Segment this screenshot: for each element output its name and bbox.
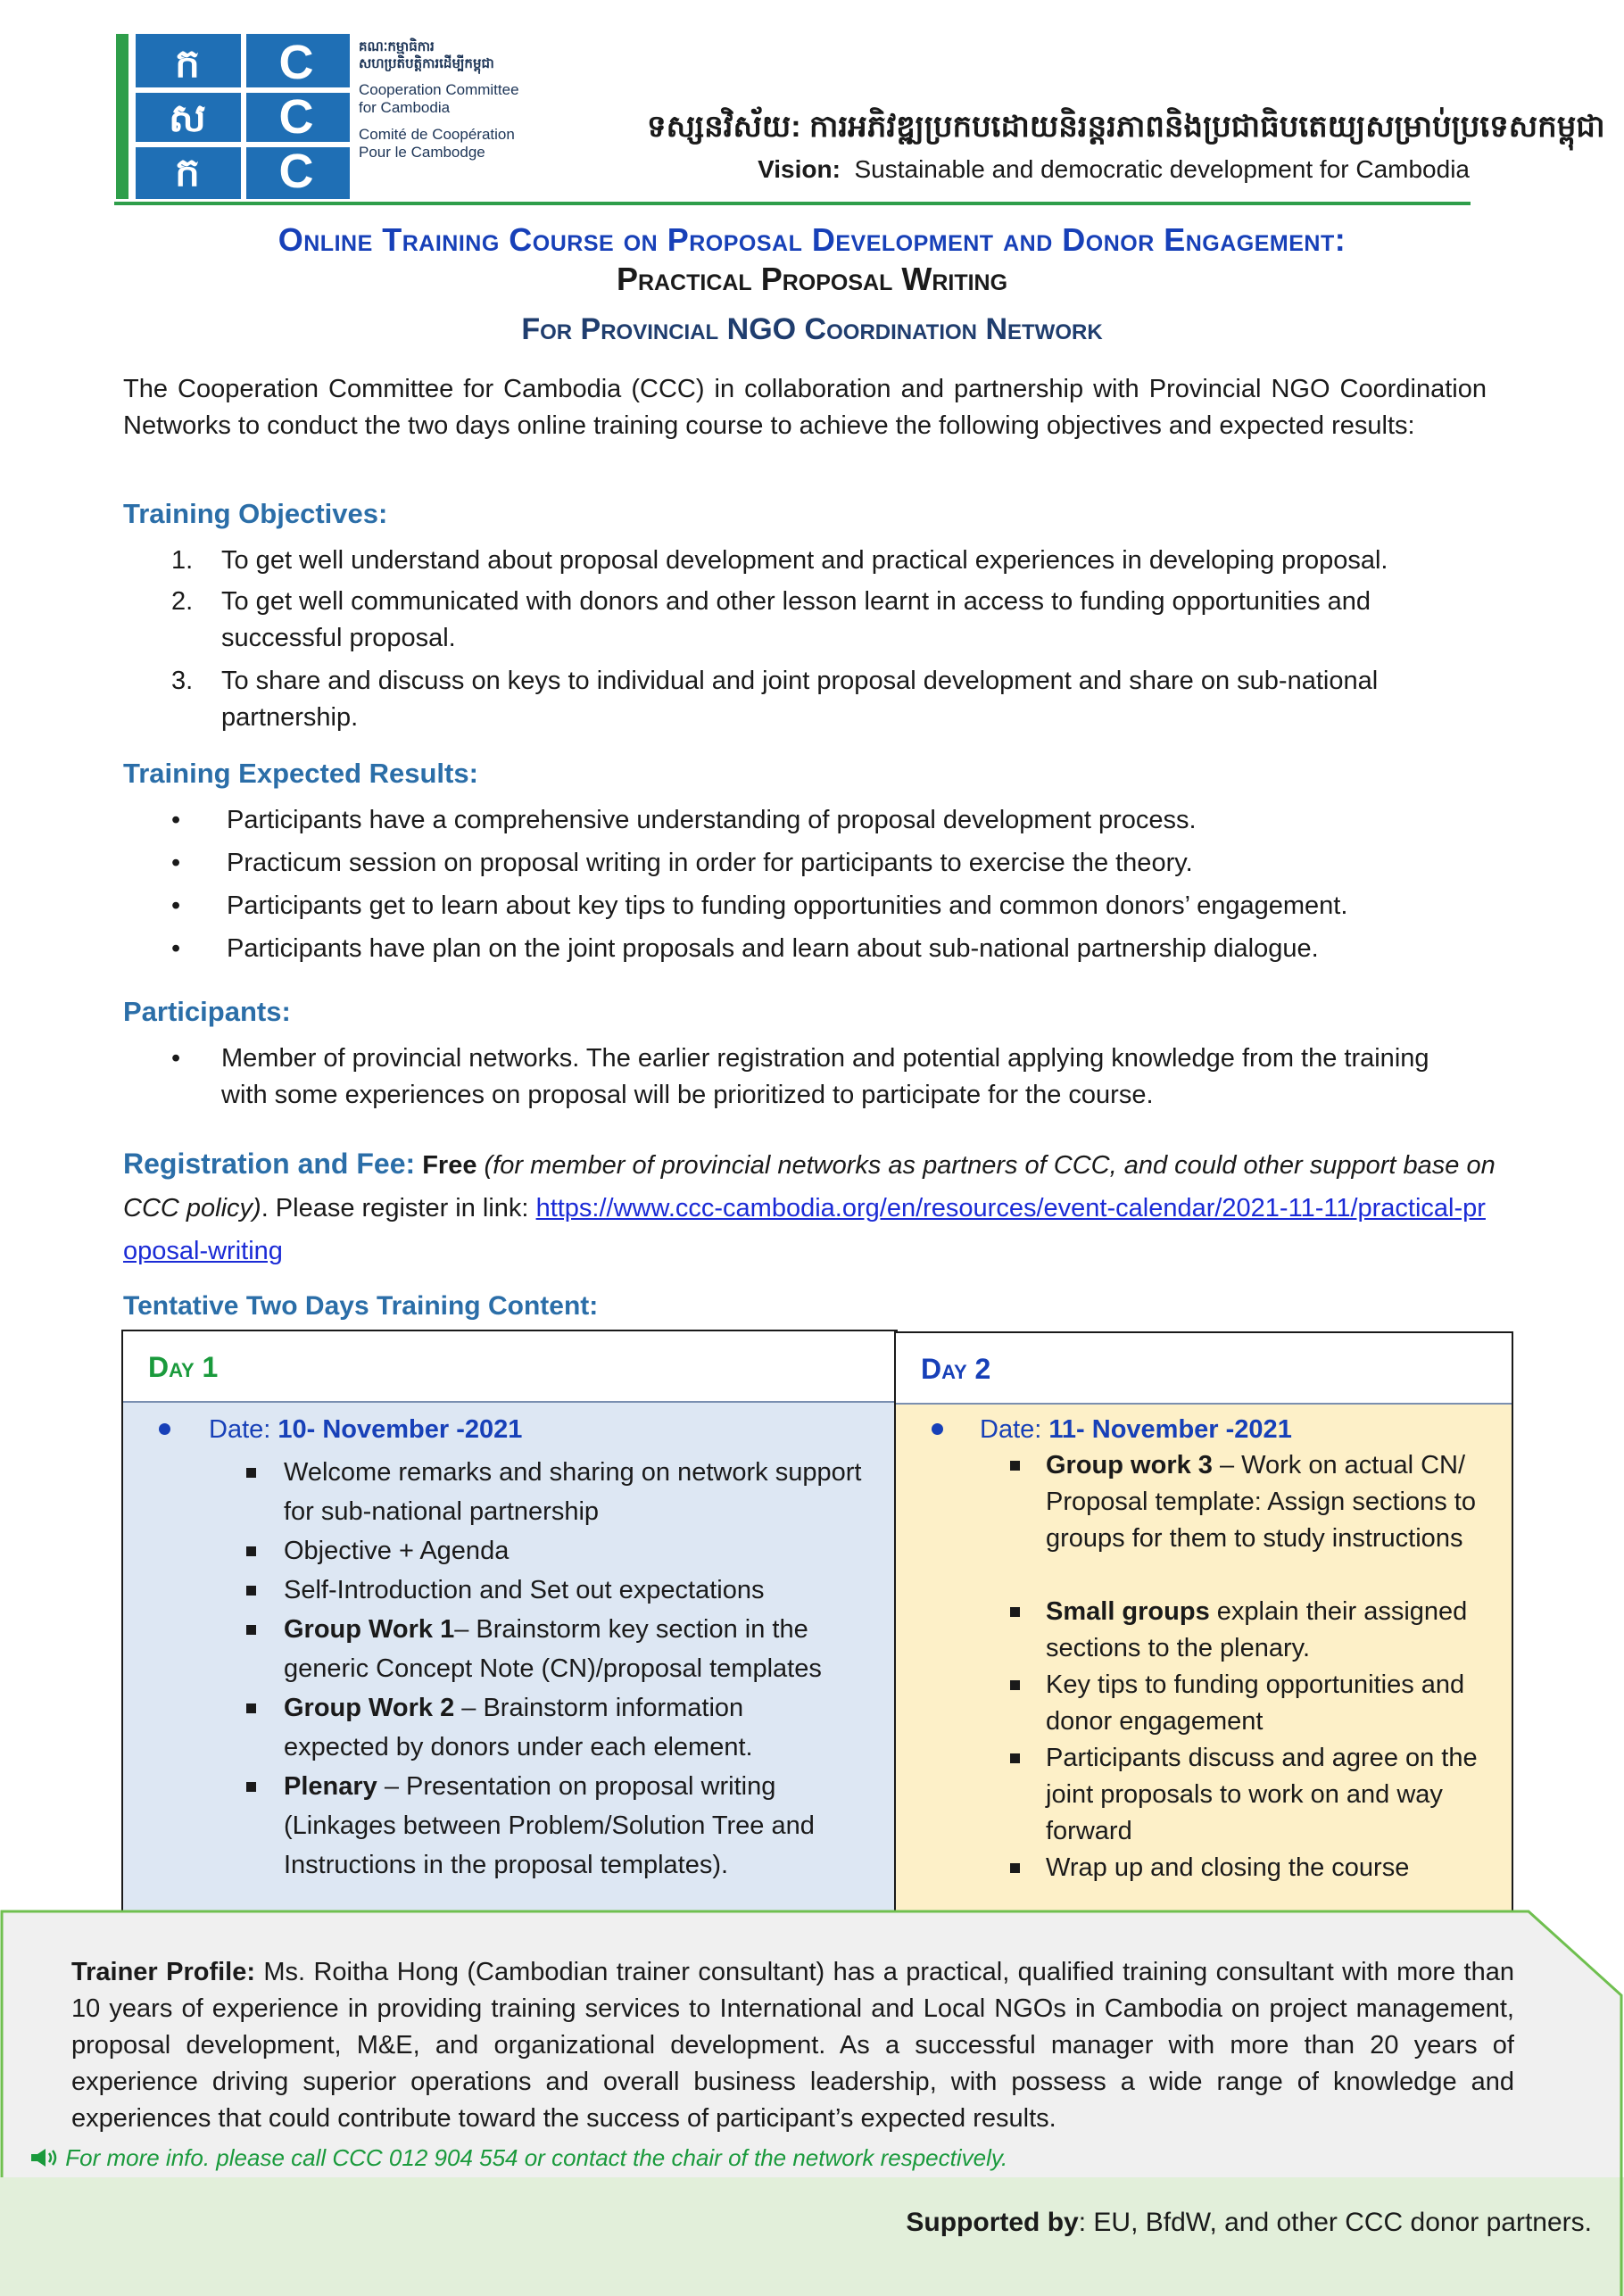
- square-bullet-icon: [246, 1782, 256, 1792]
- square-bullet-icon: [1010, 1680, 1020, 1690]
- agenda-text: Objective + Agenda: [284, 1537, 510, 1565]
- bullet-icon: [159, 1423, 170, 1435]
- course-audience: For Provincial NGO Coordination Network: [521, 312, 1103, 346]
- vision-label: Vision:: [758, 155, 841, 183]
- participants-heading: Participants:: [123, 996, 291, 1027]
- logo-english-name-2: for Cambodia: [359, 99, 451, 116]
- objective-number: 3.: [171, 667, 194, 695]
- vision-statement: [625, 155, 1470, 184]
- more-info-line: [29, 2144, 1278, 2172]
- header-divider: [114, 202, 1471, 205]
- logo-khmer-name-2: សហប្រតិបត្តិការដើម្បីកម្ពុជា: [359, 56, 494, 71]
- objective-text: To get well understand about proposal development and practical experiences in developing proposal.: [221, 546, 1388, 575]
- vision-khmer: [647, 107, 1605, 152]
- result-text: Participants get to learn about key tips to funding opportunities and common donors’ engagement.: [227, 891, 1348, 920]
- day1-panel: [121, 1330, 898, 1913]
- registration-note: (for member of provincial networks as partners of CCC, and could other support base on CCC policy): [123, 1151, 1496, 1223]
- logo-letter-c-1: C: [278, 36, 314, 89]
- agenda-text: Key tips to funding opportunities and donor engagement: [1046, 1670, 1465, 1736]
- square-bullet-icon: [246, 1625, 256, 1635]
- intro-paragraph: The Cooperation Committee for Cambodia (CCC) in collaboration and partnership with Provincial NGO Coordination Networks to conduct the two days online training course to achieve the following objectives and expected results:: [123, 375, 1487, 440]
- bullet-icon: [932, 1423, 943, 1435]
- content-heading: Tentative Two Days Training Content:: [123, 1291, 599, 1321]
- agenda-text: Self-Introduction and Set out expectations: [284, 1576, 765, 1604]
- agenda-text: Welcome remarks and sharing on network support for sub-national partnership: [284, 1458, 862, 1526]
- objectives-heading: Training Objectives:: [123, 498, 388, 529]
- agenda-bold: Group work 3: [1046, 1451, 1213, 1480]
- bullet-icon: •: [171, 1044, 181, 1073]
- agenda-text: Participants discuss and agree on the joint proposals to work on and way forward: [1046, 1744, 1478, 1845]
- vision-khmer-text: ការអភិវឌ្ឍប្រកបដោយនិរន្តរភាពនិងប្រជាធិបតេយ្យសម្រាប់ប្រទេសកម្ពុជា: [808, 110, 1605, 144]
- agenda-bold: Group Work 1: [284, 1615, 455, 1644]
- logo-letter-grid: [136, 34, 350, 199]
- day1-date-label: Date:: [209, 1415, 271, 1444]
- ccc-logo: [116, 34, 519, 199]
- vision-khmer-label: ទស្សនវិស័យ:: [647, 110, 801, 144]
- megaphone-icon: [29, 2146, 59, 2169]
- bullet-icon: •: [171, 934, 181, 963]
- logo-french-name-2: Pour le Cambodge: [359, 144, 485, 161]
- agenda-text: – Brainstorm key section in the generic Concept Note (CN)/proposal templates: [284, 1615, 822, 1683]
- square-bullet-icon: [246, 1703, 256, 1713]
- course-subtitle: Practical Proposal Writing: [616, 261, 1008, 297]
- result-text: Practicum session on proposal writing in order for participants to exercise the theory.: [227, 849, 1193, 877]
- objective-text: To get well communicated with donors and other lesson learnt in access to funding opportunities and successful proposal.: [221, 587, 1371, 652]
- agenda-text: explain their assigned sections to the plenary.: [1046, 1597, 1468, 1662]
- result-text: Participants have plan on the joint proposals and learn about sub-national partnership dialogue.: [227, 934, 1319, 963]
- supported-by: [803, 2208, 1592, 2238]
- square-bullet-icon: [1010, 1461, 1020, 1471]
- results-heading: Training Expected Results:: [123, 758, 478, 789]
- logo-letter-c-2: C: [278, 90, 314, 144]
- day2-date-label: Date:: [980, 1415, 1042, 1444]
- more-info-text: For more info. please call CCC 012 904 554 or contact the chair of the network respectively.: [65, 2144, 1008, 2171]
- square-bullet-icon: [246, 1546, 256, 1556]
- registration-paragraph: [123, 1142, 1497, 1272]
- agenda-text: – Work on actual CN/ Proposal template: Assign sections to groups for them to study instructions: [1046, 1451, 1476, 1553]
- logo-french-name-1: Comité de Coopération: [359, 126, 515, 143]
- registration-free: Free: [422, 1151, 477, 1180]
- agenda-bold: Group Work 2: [284, 1694, 455, 1722]
- result-text: Participants have a comprehensive understanding of proposal development process.: [227, 806, 1197, 834]
- logo-letter-c-3: C: [278, 145, 314, 198]
- agenda-text: – Presentation on proposal writing (Linkages between Problem/Solution Tree and Instructions in the proposal templates).: [284, 1772, 815, 1879]
- logo-letter-kho-2: ក: [175, 150, 200, 195]
- objective-number: 1.: [171, 546, 194, 575]
- bullet-icon: •: [171, 806, 181, 834]
- logo-green-bar: [116, 34, 128, 199]
- square-bullet-icon: [1010, 1607, 1020, 1617]
- agenda-text: – Brainstorm information expected by donors under each element.: [284, 1694, 753, 1761]
- logo-letter-so: ស: [169, 95, 206, 141]
- agenda-bold: Plenary: [284, 1772, 377, 1801]
- day2-date-value: 11- November -2021: [1048, 1415, 1292, 1444]
- agenda-text: Wrap up and closing the course: [1046, 1853, 1410, 1882]
- square-bullet-icon: [246, 1468, 256, 1478]
- objective-number: 2.: [171, 587, 194, 616]
- square-bullet-icon: [246, 1586, 256, 1596]
- logo-khmer-name-1: គណៈកម្មាធិការ: [359, 39, 435, 54]
- agenda-bold: Small groups: [1046, 1597, 1210, 1626]
- day2-title: Day 2: [921, 1353, 991, 1385]
- bullet-icon: •: [171, 891, 181, 920]
- course-title: Online Training Course on Proposal Development and Donor Engagement:: [278, 221, 1346, 258]
- bullet-icon: •: [171, 849, 181, 877]
- supported-text: : EU, BfdW, and other CCC donor partners.: [1078, 2208, 1592, 2237]
- trainer-label: Trainer Profile:: [71, 1958, 255, 1986]
- trainer-text: Ms. Roitha Hong (Cambodian trainer consultant) has a practical, qualified training consultant with more than 10 years of experience in providing training services to International and Local NGOs in Cambodia on project management, proposal development, M&E, and organizational development. As a successful manager with more than 20 years of experience driving superior operations and overall business leadership, with possess a wide range of knowledge and experiences that could contribute toward the success of participant’s expected results.: [71, 1958, 1515, 2133]
- supported-label: Supported by: [906, 2208, 1079, 2237]
- registration-label: Registration and Fee:: [123, 1148, 416, 1180]
- day1-title: Day 1: [148, 1351, 219, 1383]
- day2-panel: [894, 1331, 1513, 1915]
- logo-english-name-1: Cooperation Committee: [359, 81, 519, 98]
- square-bullet-icon: [1010, 1863, 1020, 1873]
- trainer-profile: [71, 1954, 1514, 2137]
- registration-instruction: . Please register in link:: [261, 1194, 529, 1223]
- participant-text: Member of provincial networks. The earlier registration and potential applying knowledge from the training with some experiences on proposal will be prioritized to participate for the course.: [221, 1044, 1429, 1109]
- day1-header: [123, 1331, 896, 1403]
- day2-header: [896, 1333, 1512, 1405]
- vision-text: Sustainable and democratic development for Cambodia: [854, 155, 1470, 183]
- logo-letter-kho-1: ក: [175, 41, 200, 87]
- objective-text: To share and discuss on keys to individual and joint proposal development and share on sub-national partnership.: [221, 667, 1379, 732]
- square-bullet-icon: [1010, 1753, 1020, 1763]
- day1-date-value: 10- November -2021: [278, 1415, 523, 1444]
- registration-link[interactable]: https://www.ccc-cambodia.org/en/resources/event-calendar/2021-11-11/practical-proposal-writing: [123, 1194, 1486, 1265]
- logo-org-names: [359, 38, 537, 162]
